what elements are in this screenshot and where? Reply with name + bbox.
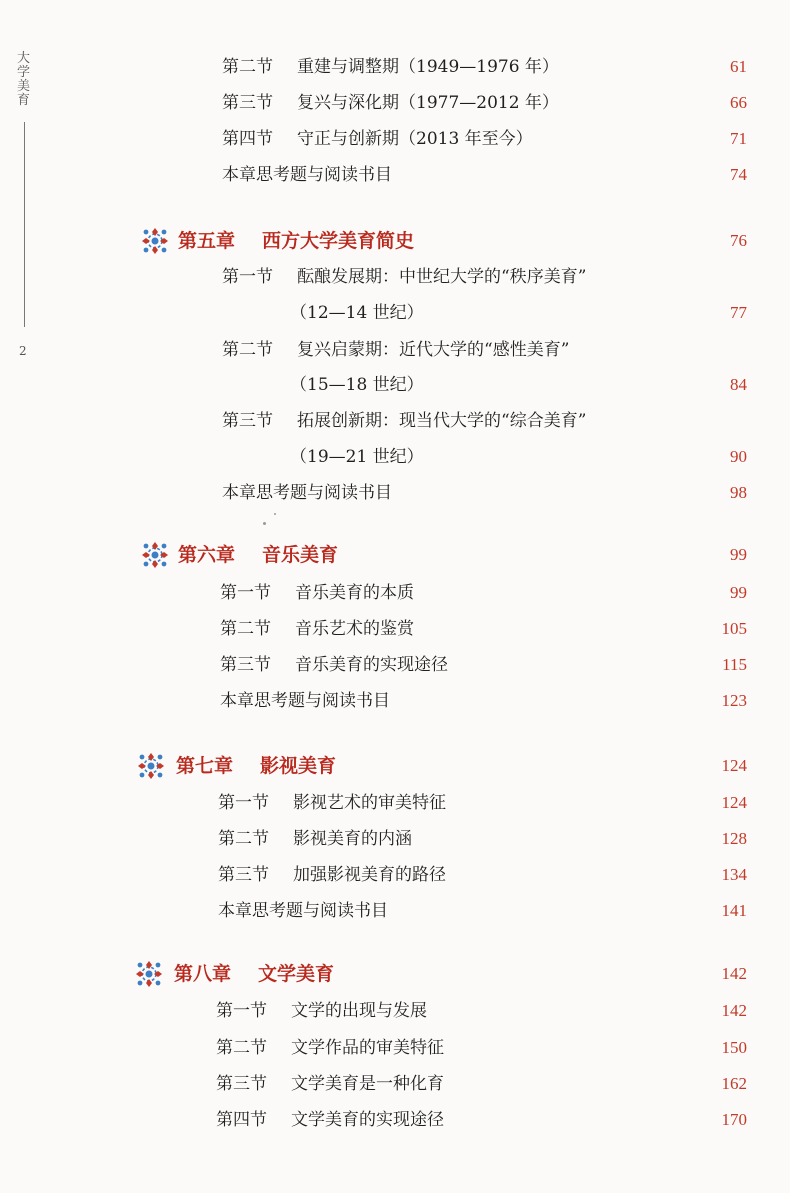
chapter-review-title: 本章思考题与阅读书目 bbox=[222, 483, 392, 503]
section-number: 第四节 bbox=[216, 1110, 267, 1130]
page-ref: 99 bbox=[730, 583, 747, 602]
page-ref: 90 bbox=[730, 447, 747, 466]
page-ref: 162 bbox=[721, 1074, 747, 1093]
page-ref: 61 bbox=[730, 57, 747, 76]
toc-row-continuation[interactable] bbox=[0, 442, 790, 472]
toc-row[interactable] bbox=[0, 124, 790, 154]
chapter-title: 音乐美育 bbox=[262, 544, 339, 566]
toc-row[interactable] bbox=[0, 650, 790, 680]
toc-row[interactable] bbox=[0, 478, 790, 508]
page-ref: 71 bbox=[730, 129, 747, 148]
section-title: 复兴与深化期（1977—2012 年） bbox=[297, 93, 559, 113]
page-ref: 123 bbox=[721, 691, 747, 710]
toc-row[interactable] bbox=[0, 88, 790, 118]
chapter-review-title: 本章思考题与阅读书目 bbox=[220, 691, 390, 711]
section-title: 文学的出现与发展 bbox=[291, 1001, 427, 1021]
section-number: 第一节 bbox=[220, 583, 271, 603]
page-ref: 98 bbox=[730, 483, 747, 502]
toc-row[interactable] bbox=[0, 335, 790, 365]
section-title: 影视艺术的审美特征 bbox=[293, 793, 446, 813]
page-ref: 124 bbox=[721, 756, 747, 775]
chapter-ornament-icon bbox=[140, 540, 170, 570]
toc-row[interactable] bbox=[0, 824, 790, 854]
section-number: 第三节 bbox=[216, 1074, 267, 1094]
toc-row[interactable] bbox=[0, 614, 790, 644]
toc-row[interactable] bbox=[0, 686, 790, 716]
chapter-number: 第五章 bbox=[178, 230, 236, 252]
chapter-review-title: 本章思考题与阅读书目 bbox=[218, 901, 388, 921]
scan-speck bbox=[274, 513, 276, 515]
chapter-ornament-icon bbox=[134, 959, 164, 989]
page-ref: 142 bbox=[721, 964, 747, 983]
chapter-row-6[interactable] bbox=[0, 540, 790, 570]
section-title-continued: （12—14 世纪） bbox=[290, 303, 424, 323]
section-number: 第二节 bbox=[220, 619, 271, 639]
page-ref: 84 bbox=[730, 375, 747, 394]
chapter-number: 第七章 bbox=[176, 755, 234, 777]
page-number: 2 bbox=[19, 344, 27, 358]
section-number: 第二节 bbox=[216, 1038, 267, 1058]
chapter-row-5[interactable] bbox=[0, 226, 790, 256]
toc-row[interactable] bbox=[0, 996, 790, 1026]
page-ref: 77 bbox=[730, 303, 747, 322]
section-number: 第三节 bbox=[218, 865, 269, 885]
section-title: 音乐艺术的鉴赏 bbox=[295, 619, 414, 639]
section-title-continued: （15—18 世纪） bbox=[290, 375, 424, 395]
section-number: 第三节 bbox=[222, 93, 273, 113]
toc-row[interactable] bbox=[0, 160, 790, 190]
page-ref: 115 bbox=[722, 655, 747, 674]
page-ref: 134 bbox=[721, 865, 747, 884]
page-ref: 66 bbox=[730, 93, 747, 112]
section-title: 文学美育是一种化育 bbox=[291, 1074, 444, 1094]
toc-row[interactable] bbox=[0, 788, 790, 818]
scan-speck bbox=[263, 522, 266, 525]
section-title: 酝酿发展期：中世纪大学的“秩序美育” bbox=[297, 267, 587, 287]
section-title: 文学作品的审美特征 bbox=[291, 1038, 444, 1058]
page-ref: 105 bbox=[721, 619, 747, 638]
toc-row[interactable] bbox=[0, 52, 790, 82]
section-title: 拓展创新期：现当代大学的“综合美育” bbox=[297, 411, 587, 431]
chapter-number: 第八章 bbox=[174, 963, 232, 985]
toc-row[interactable] bbox=[0, 896, 790, 926]
section-title: 守正与创新期（2013 年至今） bbox=[297, 129, 533, 149]
section-number: 第一节 bbox=[222, 267, 273, 287]
section-title: 音乐美育的本质 bbox=[295, 583, 414, 603]
chapter-number: 第六章 bbox=[178, 544, 236, 566]
section-title-continued: （19—21 世纪） bbox=[290, 447, 424, 467]
section-title: 加强影视美育的路径 bbox=[293, 865, 446, 885]
chapter-row-8[interactable] bbox=[0, 959, 790, 989]
page-ref: 141 bbox=[721, 901, 747, 920]
page-ref: 142 bbox=[721, 1001, 747, 1020]
toc-row[interactable] bbox=[0, 1033, 790, 1063]
page-ref: 124 bbox=[721, 793, 747, 812]
chapter-title: 影视美育 bbox=[260, 755, 337, 777]
toc-row-continuation[interactable] bbox=[0, 298, 790, 328]
toc-row[interactable] bbox=[0, 1105, 790, 1135]
chapter-ornament-icon bbox=[140, 226, 170, 256]
section-title: 复兴启蒙期：近代大学的“感性美育” bbox=[297, 340, 570, 360]
toc-row[interactable] bbox=[0, 860, 790, 890]
section-number: 第三节 bbox=[220, 655, 271, 675]
toc-row-continuation[interactable] bbox=[0, 370, 790, 400]
chapter-row-7[interactable] bbox=[0, 751, 790, 781]
toc-row[interactable] bbox=[0, 1069, 790, 1099]
section-number: 第一节 bbox=[218, 793, 269, 813]
section-title: 文学美育的实现途径 bbox=[291, 1110, 444, 1130]
page-ref: 99 bbox=[730, 545, 747, 564]
section-number: 第二节 bbox=[222, 57, 273, 77]
section-number: 第一节 bbox=[216, 1001, 267, 1021]
chapter-title: 文学美育 bbox=[258, 963, 335, 985]
chapter-title: 西方大学美育简史 bbox=[262, 230, 415, 252]
page-ref: 150 bbox=[721, 1038, 747, 1057]
section-title: 音乐美育的实现途径 bbox=[295, 655, 448, 675]
page-ref: 170 bbox=[721, 1110, 747, 1129]
section-number: 第二节 bbox=[222, 340, 273, 360]
section-title: 重建与调整期（1949—1976 年） bbox=[297, 57, 559, 77]
book-title-margin: 大学美育 bbox=[17, 51, 31, 108]
section-number: 第三节 bbox=[222, 411, 273, 431]
section-title: 影视美育的内涵 bbox=[293, 829, 412, 849]
toc-row[interactable] bbox=[0, 406, 790, 436]
page-ref: 128 bbox=[721, 829, 747, 848]
page-ref: 74 bbox=[730, 165, 747, 184]
chapter-review-title: 本章思考题与阅读书目 bbox=[222, 165, 392, 185]
toc-row[interactable] bbox=[0, 578, 790, 608]
chapter-ornament-icon bbox=[136, 751, 166, 781]
section-number: 第二节 bbox=[218, 829, 269, 849]
toc-row[interactable] bbox=[0, 262, 790, 292]
page-ref: 76 bbox=[730, 231, 747, 250]
section-number: 第四节 bbox=[222, 129, 273, 149]
